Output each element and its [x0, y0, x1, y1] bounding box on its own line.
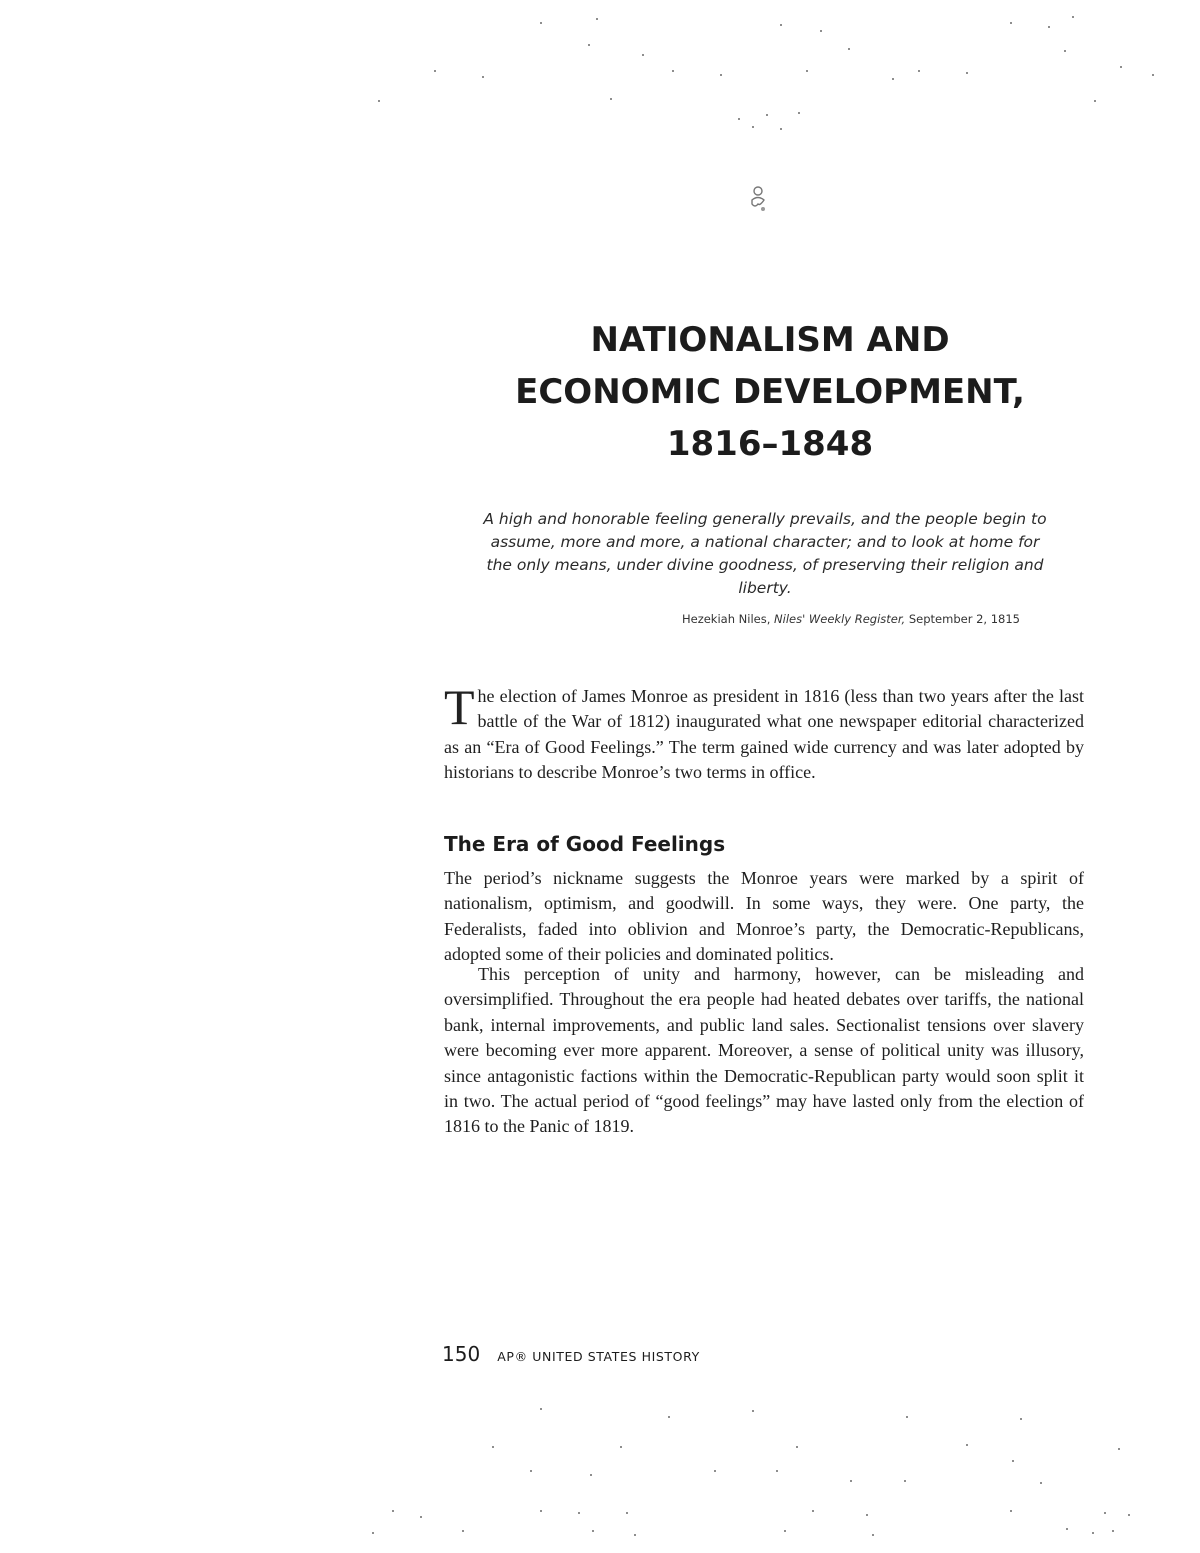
- chapter-title-line-3: 1816–1848: [666, 424, 874, 464]
- section-heading: The Era of Good Feelings: [444, 832, 726, 856]
- page-number: 150: [442, 1342, 481, 1366]
- section-paragraph-1: The period’s nickname suggests the Monroe years were marked by a spirit of nationalism, optimism, and goodwill. In some ways, they were. One party, the Federalists, faded into oblivion and Monroe’s party, the Democratic-Republicans, adopted some of their policies and dominated politics.: [444, 868, 1084, 965]
- epigraph-attribution: [560, 612, 1020, 626]
- epigraph-date: September 2, 1815: [908, 612, 1020, 626]
- epigraph-publication: Niles' Weekly Register,: [774, 612, 906, 626]
- chapter-title-line-2: ECONOMIC DEVELOPMENT,: [515, 372, 1025, 412]
- page-footer: [442, 1342, 700, 1366]
- epigraph-author: Hezekiah Niles,: [681, 612, 771, 626]
- chapter-ornament-icon: [746, 184, 770, 214]
- drop-cap: T: [444, 679, 475, 735]
- chapter-title: [440, 314, 1100, 470]
- section-paragraph-2: This perception of unity and harmony, however, can be misleading and oversimplified. Throughout the era people had heated debates over tariffs, the national bank, internal improvements, and public land sales. Sectionalist tensions over slavery were becoming ever more apparent. Moreover, a sense of political unity was illusory, since antagonistic factions within the Democratic-Republican party would soon split it in two. The actual period of “good feelings” may have lasted only from the election of 1816 to the Panic of 1819.: [444, 964, 1084, 1137]
- intro-paragraph: [444, 679, 1084, 786]
- running-head: AP® UNITED STATES HISTORY: [497, 1349, 700, 1364]
- chapter-title-line-1: NATIONALISM AND: [590, 320, 950, 360]
- intro-text: he election of James Monroe as president in 1816 (less than two years after the last battle of the War of 1812) inaugurated what one newspaper editorial characterized as an “Era of Good Feelings.” The term gained wide currency and was later adopted by historians to describe Monroe’s two terms in office.: [444, 686, 1084, 783]
- epigraph-quote: A high and honorable feeling generally prevails, and the people begin to assume, more and more, a national character; and to look at home for the only means, under divine goodness, of preserving their religion and liberty.: [483, 510, 1047, 597]
